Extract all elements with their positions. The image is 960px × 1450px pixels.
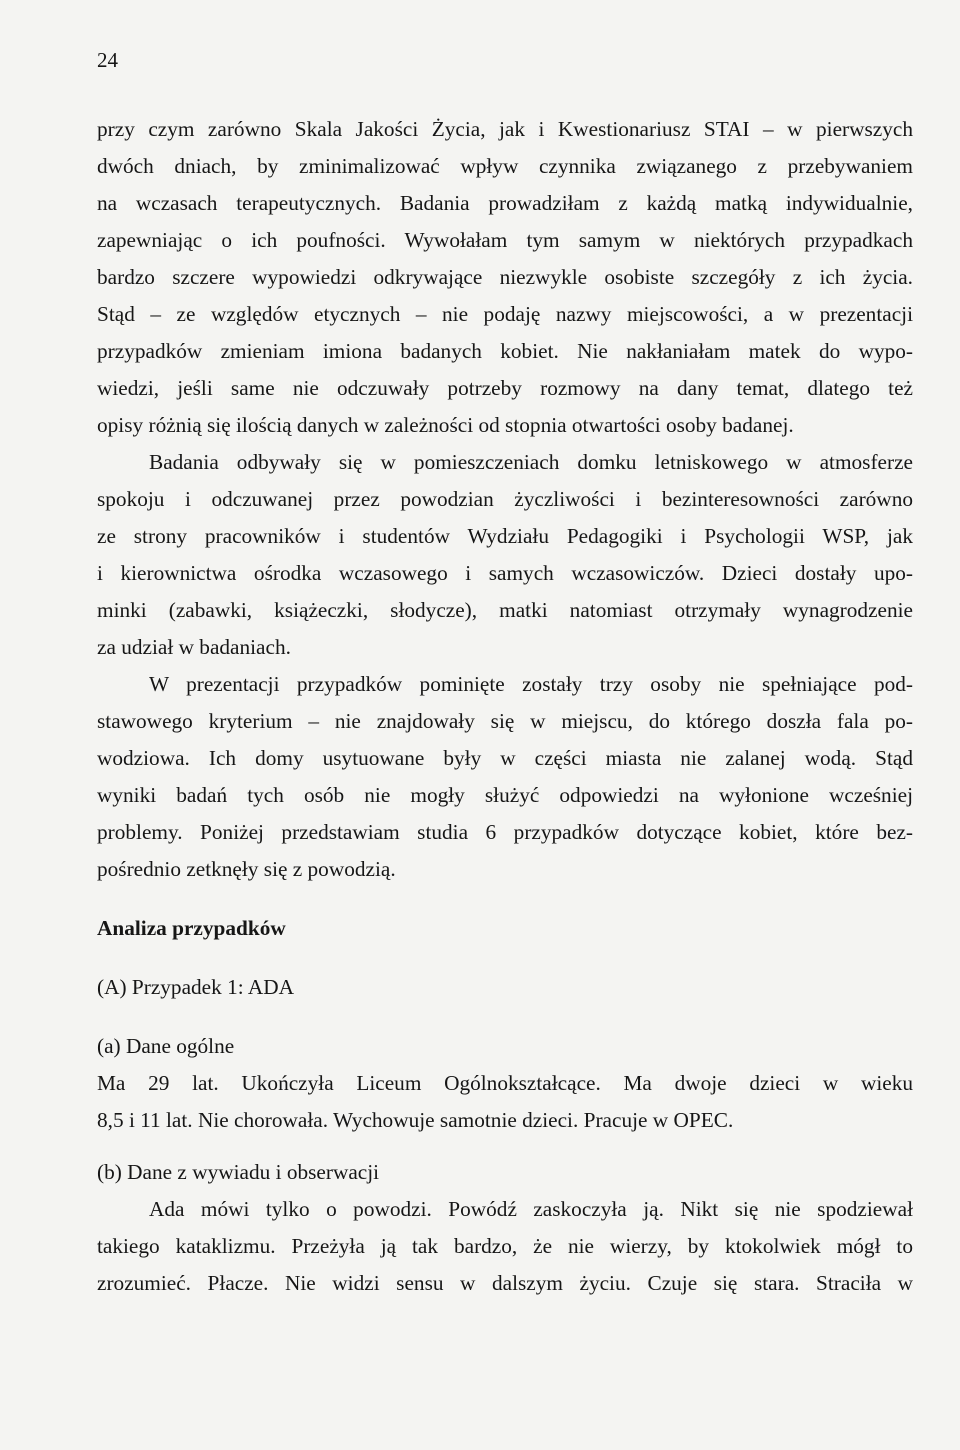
section-heading: Analiza przypadków: [97, 916, 286, 940]
paragraph-line: spokoju i odczuwanej przez powodzian życzliwości i bezinteresowności zarówno: [97, 487, 913, 511]
paragraph-line: W prezentacji przypadków pominięte zostały trzy osoby nie spełniające pod-: [149, 672, 913, 696]
paragraph-line: ze strony pracowników i studentów Wydziału Pedagogiki i Psychologii WSP, jak: [97, 524, 913, 548]
paragraph-line: minki (zabawki, książeczki, słodycze), matki natomiast otrzymały wynagrodzenie: [97, 598, 913, 622]
interview-line: takiego kataklizmu. Przeżyła ją tak bardzo, że nie wierzy, by ktokolwiek mógł to: [97, 1234, 913, 1258]
paragraph-3: [97, 666, 913, 888]
section-spacer: [97, 888, 913, 910]
paragraph-line: dwóch dniach, by zminimalizować wpływ czynnika związanego z przebywaniem: [97, 154, 913, 178]
general-data-line: Ma 29 lat. Ukończyła Liceum Ogólnokształcące. Ma dwoje dzieci w wieku: [97, 1071, 913, 1095]
interview-line: Ada mówi tylko o powodzi. Powódź zaskoczyła ją. Nikt się nie spodziewał: [149, 1197, 913, 1221]
general-data-heading: (a) Dane ogólne: [97, 1034, 235, 1058]
page-number: 24: [97, 48, 118, 72]
interview-heading: (b) Dane z wywiadu i obserwacji: [97, 1160, 380, 1184]
paragraph-line: wiedzi, jeśli same nie odczuwały potrzeby rozmowy na dany temat, dlatego też: [97, 376, 913, 400]
paragraph-line: przypadków zmieniam imiona badanych kobiet. Nie nakłaniałam matek do wypo-: [97, 339, 913, 363]
case-spacer: [97, 947, 913, 969]
case-title: (A) Przypadek 1: ADA: [97, 975, 294, 999]
paragraph-line: przy czym zarówno Skala Jakości Życia, jak i Kwestionariusz STAI – w pierwszych: [97, 117, 913, 141]
interview-line: zrozumieć. Płacze. Nie widzi sensu w dalszym życiu. Czuje się stara. Straciła w: [97, 1271, 913, 1295]
subsection-spacer: [97, 1006, 913, 1028]
paragraph-line: zapewniając o ich poufności. Wywołałam tym samym w niektórych przypadkach: [97, 228, 913, 252]
paragraph-line: wodziowa. Ich domy usytuowane były w części miasta nie zalanej wodą. Stąd: [97, 746, 913, 770]
page-content: [97, 111, 913, 1302]
paragraph-1: [97, 111, 913, 444]
paragraph-line: i kierownictwa ośrodka wczasowego i samych wczasowiczów. Dzieci dostały upo-: [97, 561, 913, 585]
paragraph-line: problemy. Poniżej przedstawiam studia 6 przypadków dotyczące kobiet, które bez-: [97, 820, 913, 844]
general-data-line: 8,5 i 11 lat. Nie chorowała. Wychowuje samotnie dzieci. Pracuje w OPEC.: [97, 1108, 734, 1132]
paragraph-line: za udział w badaniach.: [97, 635, 291, 659]
paragraph-line: Stąd – ze względów etycznych – nie podaję nazwy miejscowości, a w prezentacji: [97, 302, 913, 326]
paragraph-line: opisy różnią się ilością danych w zależności od stopnia otwartości osoby badanej.: [97, 413, 794, 437]
paragraph-line: Badania odbywały się w pomieszczeniach domku letniskowego w atmosferze: [149, 450, 913, 474]
paragraph-2: [97, 444, 913, 666]
paragraph-line: bardzo szczere wypowiedzi odkrywające niezwykle osobiste szczegóły z ich życia.: [97, 265, 913, 289]
subsection-spacer: [97, 1139, 913, 1154]
paragraph-line: wyniki badań tych osób nie mogły służyć odpowiedzi na wyłonione wcześniej: [97, 783, 913, 807]
paragraph-line: na wczasach terapeutycznych. Badania prowadziłam z każdą matką indywidualnie,: [97, 191, 913, 215]
paragraph-line: pośrednio zetknęły się z powodzią.: [97, 857, 396, 881]
paragraph-line: stawowego kryterium – nie znajdowały się w miejscu, do którego doszła fala po-: [97, 709, 913, 733]
